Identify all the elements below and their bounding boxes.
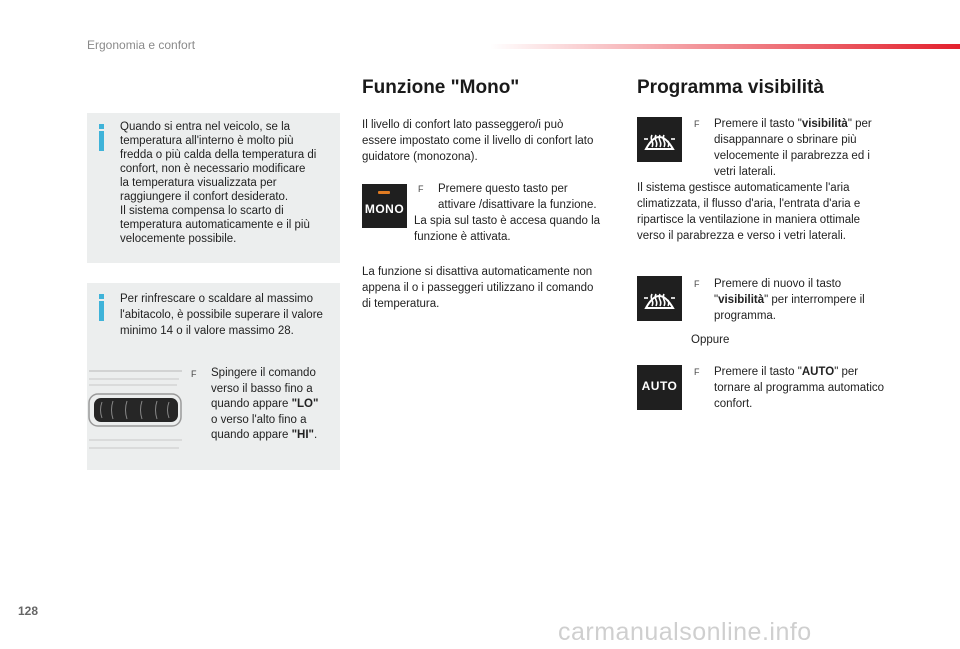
windscreen-demist-icon <box>637 117 682 162</box>
mono-button-label: MONO <box>364 202 405 216</box>
oppure-label: Oppure <box>691 334 730 346</box>
step-bullet: F <box>694 367 700 377</box>
mono-step-text: Premere questo tasto per attivare /disattivare la funzione. <box>438 183 597 211</box>
visibility-description: Il sistema gestisce automaticamente l'aria climatizzata, il flusso d'aria, l'entrata d'aria e ripartisce la ventilazione in maniera ottimale verso il parabrezza e verso i vetri laterali. <box>637 182 861 242</box>
info-text-comfort: Quando si entra nel veicolo, se la temperatura all'interno è molto più fredda o più calda della temperatura di confort, non è necessario modificare la temperatura visualizzata per raggiungere il confort desiderato. Il sistema compensa lo scarto di temperatura automaticamente e il più velocemente possibile. <box>120 121 317 245</box>
visibility-step2-text: Premere di nuovo il tasto "visibilità" per interrompere il programma. <box>714 278 865 322</box>
info-icon <box>99 294 104 321</box>
chapter-title: Ergonomia e confort <box>87 38 196 52</box>
mono-indicator-light <box>378 191 390 194</box>
step-bullet: F <box>191 369 197 379</box>
mono-note-text: La spia sul tasto è accesa quando la funzione è attivata. <box>414 215 601 243</box>
info-box-max-temperature <box>87 283 340 470</box>
info-icon <box>99 124 104 151</box>
step-bullet: F <box>694 279 700 289</box>
windscreen-demist-icon <box>637 276 682 321</box>
header-accent-bar <box>490 44 960 49</box>
info-text-max-temperature: Per rinfrescare o scaldare al massimo l'abitacolo, è possibile superare il valore minimo 14 o il valore massimo 28. <box>120 293 323 337</box>
visibility-button <box>637 117 682 162</box>
auto-button <box>637 365 682 410</box>
visibility-step3-text: Premere il tasto "AUTO" per tornare al programma automatico confort. <box>714 366 885 410</box>
mono-button <box>362 184 407 228</box>
section-title-mono: Funzione "Mono" <box>362 77 520 98</box>
watermark: carmanualsonline.info <box>558 618 812 646</box>
step-text-lo-hi: Spingere il comando verso il basso fino a quando appare "LO" o verso l'alto fino a quando appare "HI". <box>211 367 319 441</box>
temperature-control-illustration <box>87 368 197 458</box>
section-title-visibility: Programma visibilità <box>637 77 824 98</box>
step-bullet: F <box>418 184 424 194</box>
mono-intro: Il livello di confort lato passeggero/i può essere impostato come il livello di confort lato guidatore (monozona). <box>362 119 594 163</box>
mono-outro: La funzione si disattiva automaticamente non appena il o i passeggeri utilizzano il comando di temperatura. <box>362 266 594 310</box>
auto-button-label: AUTO <box>641 379 678 393</box>
info-box-comfort <box>87 113 340 263</box>
visibility-step1-text: Premere il tasto "visibilità" per disappannare o sbrinare più velocemente il parabrezza ed i vetri laterali. <box>714 118 872 178</box>
step-bullet: F <box>694 119 700 129</box>
page-number: 128 <box>18 604 39 618</box>
visibility-button <box>637 276 682 321</box>
